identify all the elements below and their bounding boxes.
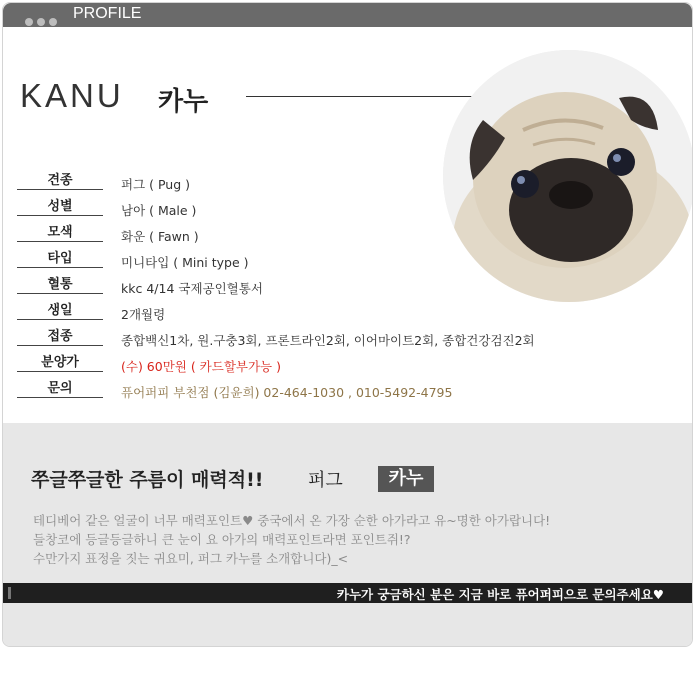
pug-photo bbox=[443, 50, 693, 302]
cta-bar bbox=[3, 583, 692, 603]
contact-value: 퓨어퍼피 부천점 (김윤희) 02-464-1030 , 010-5492-4795 bbox=[121, 385, 453, 400]
info-label: 견종 bbox=[17, 169, 103, 190]
description-line: 테디베어 같은 얼굴이 너무 매력포인트♥ 중국에서 온 가장 순한 아가라고 유~명한 아가랍니다! bbox=[33, 513, 551, 528]
info-value: kkc 4/14 국제공인혈통서 bbox=[121, 281, 263, 296]
price-value: (수) 60만원 ( 카드할부가능 ) bbox=[121, 359, 281, 374]
info-value: 종합백신1차, 원.구충3회, 프론트라인2회, 이어마이트2회, 종합건강검진2회 bbox=[121, 333, 535, 348]
intro-section bbox=[3, 423, 692, 647]
intro-description bbox=[33, 511, 550, 568]
info-value: 화운 ( Fawn ) bbox=[121, 229, 199, 244]
name-tag: 카누 bbox=[378, 466, 434, 492]
info-label: 혈통 bbox=[17, 273, 103, 294]
info-value: 퍼그 ( Pug ) bbox=[121, 177, 190, 192]
pug-illustration bbox=[443, 50, 693, 302]
info-label: 문의 bbox=[17, 377, 103, 398]
info-label: 성별 bbox=[17, 195, 103, 216]
cta-accent bbox=[8, 587, 11, 599]
description-line: 수만가지 표정을 짓는 귀요미, 퍼그 카누를 소개합니다)_< bbox=[33, 551, 349, 566]
profile-card bbox=[2, 2, 693, 647]
dog-name-english: KANU bbox=[20, 77, 124, 114]
info-label: 타입 bbox=[17, 247, 103, 268]
window-dots bbox=[25, 11, 61, 30]
intro-headline: 쭈글쭈글한 주름이 매력적!! bbox=[31, 469, 264, 491]
info-label: 모색 bbox=[17, 221, 103, 242]
info-value: 2개월령 bbox=[121, 307, 166, 322]
info-value: 남아 ( Male ) bbox=[121, 203, 197, 218]
info-value: 미니타입 ( Mini type ) bbox=[121, 255, 249, 270]
cta-text: 카누가 궁금하신 분은 지금 바로 퓨어퍼피으로 문의주세요♥ bbox=[336, 587, 664, 602]
intro-breed: 퍼그 bbox=[308, 470, 343, 491]
dog-name-korean: 카누 bbox=[158, 87, 209, 117]
profile-header bbox=[3, 3, 692, 27]
header-title: PROFILE bbox=[73, 5, 142, 22]
info-label: 분양가 bbox=[17, 351, 103, 372]
info-label: 생일 bbox=[17, 299, 103, 320]
description-line: 들창코에 등글등글하니 큰 눈이 요 아가의 매력포인트라면 포인트쥐!? bbox=[33, 532, 411, 547]
name-divider bbox=[246, 96, 474, 97]
info-label: 접종 bbox=[17, 325, 103, 346]
